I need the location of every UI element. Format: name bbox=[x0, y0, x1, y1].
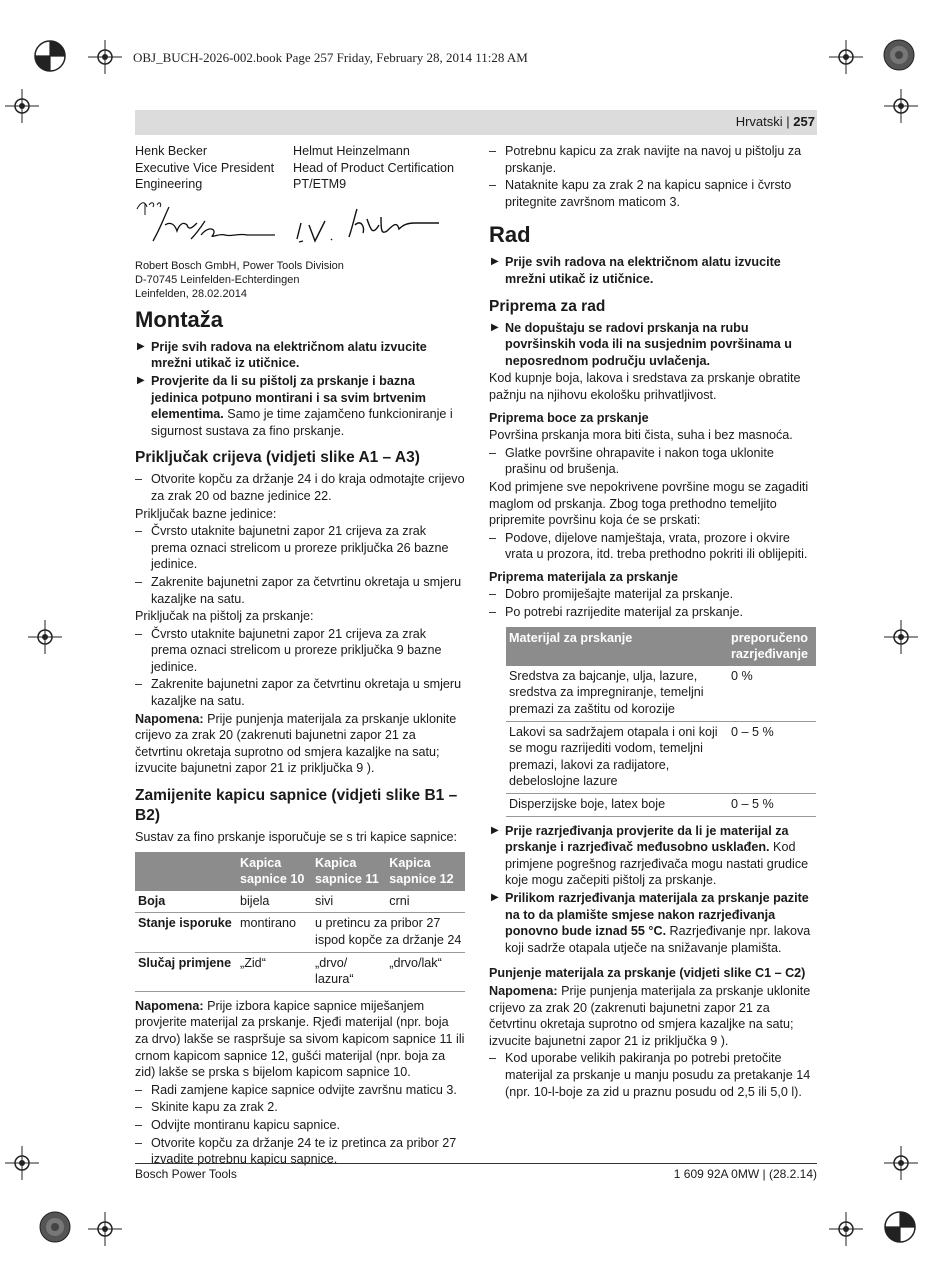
note: Napomena: Prije izbora kapice sapnice miješanjem provjerite materijal za prskanje. Rjeđi materijal (npr. boja za drvo) lakše se raspršuje sa sivom kapicom sapnice 11 ili crnom kapicom sapnice 12, gušći materijal (npr. boja za zid) lakše se prska s bijelom kapicom sapnice 10. bbox=[135, 998, 465, 1080]
list-item: – Odvijte montiranu kapicu sapnice. bbox=[135, 1117, 465, 1134]
list-item: – Zakrenite bajunetni zapor za četvrtinu okretaja u smjeru kazaljke na satu. bbox=[135, 676, 465, 709]
crosshair-icon bbox=[88, 1212, 122, 1246]
body-text: Površina prskanja mora biti čista, suha i bez masnoća. bbox=[489, 428, 793, 443]
footer-right: 1 609 92A 0MW | (28.2.14) bbox=[673, 1167, 817, 1181]
crosshair-icon bbox=[5, 89, 39, 123]
right-column bbox=[489, 143, 817, 1101]
left-column bbox=[135, 143, 465, 1169]
note: Napomena: Prije punjenja materijala za prskanje uklonite crijevo za zrak 20 (zakrenuti bajunetni zapor 21 za četvrtinu okretaja suprotno od smjera kazaljke na satu; izvucite bajunetni zapor 21 iz priključka 9 ). bbox=[135, 711, 457, 776]
registration-mark-icon bbox=[880, 1207, 920, 1247]
crosshair-icon bbox=[884, 89, 918, 123]
intro-text: Sustav za fino prskanje isporučuje se s tri kapice sapnice: bbox=[135, 830, 458, 845]
crosshair-icon bbox=[884, 1146, 918, 1180]
nozzle-cap-table bbox=[135, 852, 465, 992]
sub-label: Priključak bazne jedinice: bbox=[135, 506, 277, 521]
signatory-left: Henk Becker Executive Vice President Engineering bbox=[135, 144, 275, 192]
table-row: Disperzijske boje, latex boje 0 – 5 % bbox=[506, 794, 816, 817]
subsection-title-materijal: Priprema materijala za prskanje bbox=[489, 569, 679, 584]
list-item: – Skinite kapu za zrak 2. bbox=[135, 1099, 465, 1116]
section-title-rad: Rad bbox=[489, 222, 531, 248]
list-item: – Kod uporabe velikih pakiranja po potrebi pretočite materijal za prskanje u manju posudu za pretakanje 14 (npr. 10-l-boje za zid u praznu posudu od 2,5 ili 5,0 l). bbox=[489, 1050, 817, 1100]
subsection-title-boce: Priprema boce za prskanje bbox=[489, 410, 649, 425]
sub-label: Priključak na pištolj za prskanje: bbox=[135, 609, 314, 624]
note: Napomena: Prije punjenja materijala za prskanje uklonite crijevo za zrak 20 (zakrenuti bajunetni zapor 21 za četvrtinu okretaja suprotno od smjera kazaljke na satu; izvucite bajunetni zapor 21 iz priključka 9 ). bbox=[489, 983, 811, 1048]
crosshair-icon bbox=[5, 1146, 39, 1180]
list-item: – Nataknite kapu za zrak 2 na kapicu sapnice i čvrsto pritegnite završnom maticom 3. bbox=[489, 177, 817, 210]
warning-item: ▶ Provjerite da li su pištolj za prskanje i bazna jedinica potpuno montirani i sa svim brtvenim elementima. Samo je time zajamčeno funkcioniranje i sigurnost sustava za fino prskanje. bbox=[135, 373, 465, 439]
signatory-block bbox=[135, 143, 465, 193]
table-row: Sredstva za bajcanje, ulja, lazure, sredstva za impregniranje, temeljni premazi za zaštitu od korozije 0 % bbox=[506, 666, 816, 721]
list-item: – Zakrenite bajunetni zapor za četvrtinu okretaja u smjeru kazaljke na satu. bbox=[135, 574, 465, 607]
list-item: – Dobro promiješajte materijal za prskanje. bbox=[489, 586, 817, 603]
list-item: – Po potrebi razrijedite materijal za prskanje. bbox=[489, 604, 817, 621]
header-separator: | bbox=[786, 114, 790, 129]
footer-left: Bosch Power Tools bbox=[135, 1167, 237, 1181]
section-title-priprema: Priprema za rad bbox=[489, 297, 606, 315]
table-row: Lakovi sa sadržajem otapala i oni koji se mogu razrijediti vodom, temeljni premazi, lakovi za radijatore, debeloslojne lazure 0 – 5 % bbox=[506, 721, 816, 793]
section-title-crijevo: Priključak crijeva (vidjeti slike A1 – A3) bbox=[135, 449, 420, 467]
section-title-kapica: Zamijenite kapicu sapnice (vidjeti slike B1 – B2) bbox=[135, 787, 458, 825]
warning-item: ▶ Prije svih radova na električnom alatu izvucite mrežni utikač iz utičnice. bbox=[489, 254, 817, 287]
footer-rule bbox=[135, 1163, 817, 1164]
company-address: Robert Bosch GmbH, Power Tools Division D-70745 Leinfelden-Echterdingen Leinfelden, 28.02.2014 bbox=[135, 259, 344, 300]
crosshair-icon bbox=[884, 620, 918, 654]
color-target-icon bbox=[882, 38, 916, 72]
warning-item: ▶ Prije svih radova na električnom alatu izvucite mrežni utikač iz utičnice. bbox=[135, 339, 465, 372]
subsection-title-punjenje: Punjenje materijala za prskanje (vidjeti slike C1 – C2) bbox=[489, 966, 806, 981]
table-row: Slučaj primjene „Zid“ „drvo/ lazura“ „drvo/lak“ bbox=[135, 952, 465, 991]
list-item: – Čvrsto utaknite bajunetni zapor 21 crijeva za zrak prema oznaci strelicom u proreze priključka 9 bazne jedinice. bbox=[135, 626, 465, 676]
list-item: – Potrebnu kapicu za zrak navijte na navoj u pištolju za prskanje. bbox=[489, 143, 817, 176]
book-info-line: OBJ_BUCH-2026-002.book Page 257 Friday, February 28, 2014 11:28 AM bbox=[133, 50, 528, 65]
body-text: Kod primjene sve nepokrivene površine mogu se zagaditi maglom od prskanja. Zbog toga prethodno temeljito pripremite površinu koja će se prskati: bbox=[489, 479, 809, 528]
body-text: Kod kupnje boja, lakova i sredstava za prskanje obratite pažnju na njihovu ekološku prihvatljivost. bbox=[489, 371, 801, 402]
crosshair-icon bbox=[88, 40, 122, 74]
color-target-icon bbox=[38, 1210, 72, 1244]
header-language: Hrvatski bbox=[735, 114, 783, 129]
crosshair-icon bbox=[829, 1212, 863, 1246]
running-header bbox=[736, 114, 815, 129]
list-item: – Čvrsto utaknite bajunetni zapor 21 crijeva za zrak prema oznaci strelicom u proreze priključka 26 bazne jedinice. bbox=[135, 523, 465, 573]
page-number: 257 bbox=[793, 114, 815, 129]
crosshair-icon bbox=[829, 40, 863, 74]
table-row: Boja bijela sivi crni bbox=[135, 891, 465, 913]
signatory-right: Helmut Heinzelmann Head of Product Certification PT/ETM9 bbox=[293, 144, 455, 192]
list-item: – Podove, dijelove namještaja, vrata, prozore i okvire vrata u prozora, itd. treba prethodno pokriti ili oblijepiti. bbox=[489, 530, 817, 563]
table-header-row: Materijal za prskanje preporučeno razrjeđivanje bbox=[506, 627, 816, 666]
warning-item: ▶ Ne dopuštaju se radovi prskanja na rubu površinskih voda ili na susjednim površinama u neposrednom području uvlačenja. bbox=[489, 320, 817, 370]
warning-item: ▶ Prije razrjeđivanja provjerite da li je materijal za prskanje i razrjeđivač međusobno usklađen. Kod primjene pogrešnog razrjeđivača mogu nastati grudice koje mogu začepiti pištolj za prskanje. bbox=[489, 823, 817, 889]
list-item: – Otvorite kopču za držanje 24 te iz pretinca za pribor 27 izvadite potrebnu kapicu sapnice. bbox=[135, 1135, 465, 1168]
list-item: – Radi zamjene kapice sapnice odvijte završnu maticu 3. bbox=[135, 1082, 465, 1099]
thinning-table bbox=[506, 627, 816, 817]
warning-item: ▶ Prilikom razrjeđivanja materijala za prskanje pazite na to da plamište smjese nakon razrjeđivanja ponovno bude iznad 55 °C. Razrjeđivanje npr. lakova koji sadrže otapala utječe na snižavanje plamišta. bbox=[489, 890, 817, 956]
table-row: Stanje isporuke montirano u pretincu za pribor 27 ispod kopče za držanje 24 bbox=[135, 913, 465, 952]
crosshair-icon bbox=[28, 620, 62, 654]
header-bar bbox=[135, 110, 817, 135]
list-item: – Glatke površine ohrapavite i nakon toga uklonite prašinu od brušenja. bbox=[489, 445, 817, 478]
section-title-montaza: Montaža bbox=[135, 306, 223, 332]
list-item: – Otvorite kopču za držanje 24 i do kraja odmotajte crijevo za zrak 20 od bazne jedinice 22. bbox=[135, 471, 465, 504]
table-header-row: Kapica sapnice 10 Kapica sapnice 11 Kapica sapnice 12 bbox=[135, 852, 465, 891]
registration-mark-icon bbox=[30, 36, 70, 76]
handwritten-signatures bbox=[135, 195, 455, 257]
